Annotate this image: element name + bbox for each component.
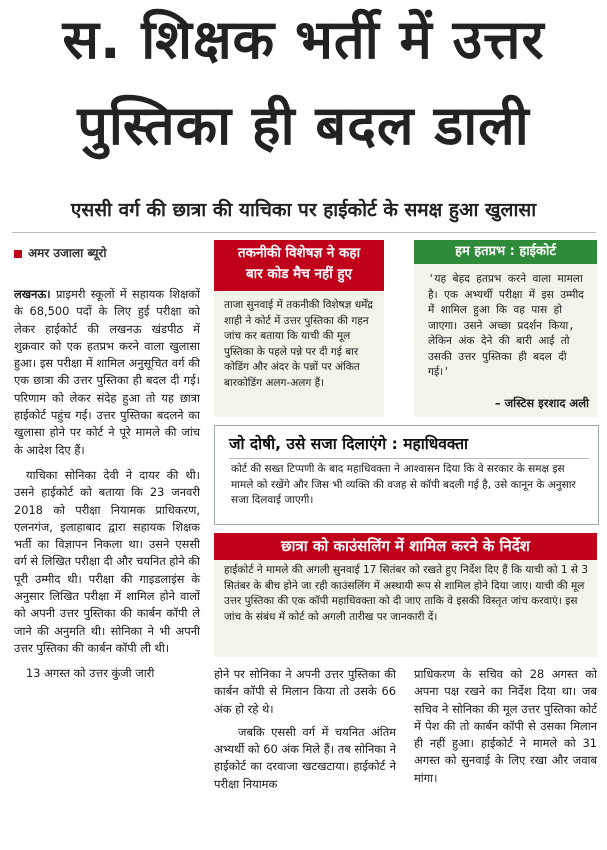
expert-heading-line-2: बार कोड मैच नहीं हुए bbox=[245, 266, 353, 282]
byline-text: अमर उजाला ब्यूरो bbox=[28, 246, 107, 260]
advocate-box-heading: जो दोषी, उसे सजा दिलाएंगे : महाधिवक्ता bbox=[229, 435, 469, 453]
headline-line-1: स. शिक्षक भर्ती में उत्तर bbox=[62, 8, 545, 71]
article-column-1 bbox=[14, 286, 200, 683]
headline-line-2: पुस्तिका ही बदल डाली bbox=[77, 94, 530, 157]
quote-box bbox=[414, 240, 597, 417]
article-para-3: 13 अगस्त को उत्तर कुंजी जारी bbox=[26, 666, 155, 681]
advocate-box bbox=[214, 425, 599, 525]
bullet-icon bbox=[14, 250, 22, 258]
article-col3-para-1: प्राधिकरण के सचिव को 28 अगस्त को अपना पक्ष रखने का निर्देश दिया था। जब सचिव ने सोनिका की मूल उत्तर पुस्तिका कोर्ट में पेश की तो कार्बन कॉपी से उसका मिलान ही नहीं हुआ। हाईकोर्ट ने मामले को 31 अगस्त को सुनवाई के लिए रखा और जवाब मांगा। bbox=[414, 667, 597, 785]
byline bbox=[14, 244, 106, 261]
counselling-box-heading: छात्रा को काउंसलिंग में शामिल करने के निर्देश bbox=[214, 533, 597, 560]
advocate-box-text: कोर्ट की सख्त टिप्पणी के बाद महाधिवक्ता ने आश्वासन दिया कि वे सरकार के समक्ष इस मामले को रखेंगे और जिस भी व्यक्ति की वजह से कॉपी बदली गई है, उसे कानून के अनुसार सजा दिलवाई जाएगी। bbox=[231, 463, 576, 506]
article-col2-para-1: होने पर सोनिका ने अपनी उत्तर पुस्तिका की कार्बन कॉपी से मिलान किया तो उसके 66 अंक हो रहे थे। bbox=[214, 667, 396, 716]
article-para-1-text: प्राइमरी स्कूलों में सहायक शिक्षकों के 68,500 पदों के लिए हुई परीक्षा को लेकर हाईकोर्ट की लखनऊ खंडपीठ में शुक्रवार को एक हतप्रभ करने वाला खुलासा हुआ। इस परीक्षा में शामिल अनुसूचित वर्ग की एक छात्रा की उत्तर पुस्तिका ही बदल दी गई। परिणाम को लेकर संदेह हुआ तो यह छात्रा हाईकोर्ट पहुंच गई। उत्तर पुस्तिका बदलने का खुलासा होने पर कोर्ट ने पूरे मामले की जांच के आदेश दिए हैं। bbox=[14, 287, 200, 457]
dateline: लखनऊ। bbox=[14, 287, 51, 301]
expert-box-heading bbox=[214, 240, 384, 291]
article-col2-para-2: जबकि एससी वर्ग में चयनित अंतिम अभ्यर्थी को 60 अंक मिले हैं। तब सोनिका ने हाईकोर्ट का दरवाजा खटखटाया। हाईकोर्ट ने परीक्षा नियामक bbox=[214, 724, 396, 791]
subheadline: एससी वर्ग की छात्रा की याचिका पर हाईकोर्ट के समक्ष हुआ खुलासा bbox=[70, 199, 537, 221]
quote-box-heading: हम हतप्रभ : हाईकोर्ट bbox=[414, 240, 597, 264]
expert-box bbox=[214, 240, 384, 417]
quote-box-text: 'यह बेहद हतप्रभ करने वाला मामला है। एक अभ्यर्थी परीक्षा में इस उम्मीद में शामिल हुआ कि वह पास हो जाएगा। उसने अच्छा प्रदर्शन किया, लेकिन अंक देने की बारी आई तो उसकी उत्तर पुस्तिका ही बदल दी गई।' bbox=[428, 273, 584, 378]
article-column-3 bbox=[414, 666, 597, 787]
divider bbox=[12, 232, 596, 233]
quote-signature: – जस्टिस इरशाद अली bbox=[494, 396, 589, 410]
counselling-box-text: हाईकोर्ट ने मामले की अगली सुनवाई 17 सितंबर को रखते हुए निर्देश दिए हैं कि याची को 1 से 3 सितंबर के बीच होने जा रही काउंसलिंग में अस्थायी रूप से शामिल होने दिया जाए। याची की मूल उत्तर पुस्तिका की एक कॉपी महाधिवक्ता को दी जाए ताकि वे इसकी विस्तृत जांच करवाएं। इस जांच के संबंध में कोर्ट को अगली तारीख पर जानकारी दें। bbox=[224, 564, 589, 623]
article-para-1 bbox=[14, 286, 200, 459]
expert-box-text: ताजा सुनवाई में तकनीकी विशेषज्ञ धर्मेंद्र शाही ने कोर्ट में उत्तर पुस्तिका की गहन जांच कर बताया कि याची की मूल पुस्तिका के पहले पन्ने पर दी गई बार कोडिंग और अंदर के पन्नों पर अंकित बारकोडिंग अलग-अलग हैं। bbox=[224, 299, 374, 389]
divider bbox=[229, 458, 589, 459]
counselling-box bbox=[214, 533, 597, 657]
article-para-2: याचिका सोनिका देवी ने दायर की थी। उसने हाईकोर्ट को बताया कि 23 जनवरी 2018 को परीक्षा नियामक प्राधिकरण, एलनगंज, इलाहाबाद द्वारा सहायक शिक्षक भर्ती का विज्ञापन निकला था। उसने एससी वर्ग से लिखित परीक्षा दी और चयनित होने की पूरी उम्मीद थी। परीक्षा की गाइडलाइंस के अनुसार लिखित परीक्षा में शामिल होने वालों को अपनी उत्तर पुस्तिका की कार्बन कॉपी ले जाने की अनुमति थी। सोनिका ने भी अपनी उत्तर पुस्तिका की कार्बन कॉपी ली थी। bbox=[14, 467, 200, 655]
article-column-2 bbox=[214, 666, 396, 793]
expert-heading-line-1: तकनीकी विशेषज्ञ ने कहा bbox=[237, 245, 361, 261]
